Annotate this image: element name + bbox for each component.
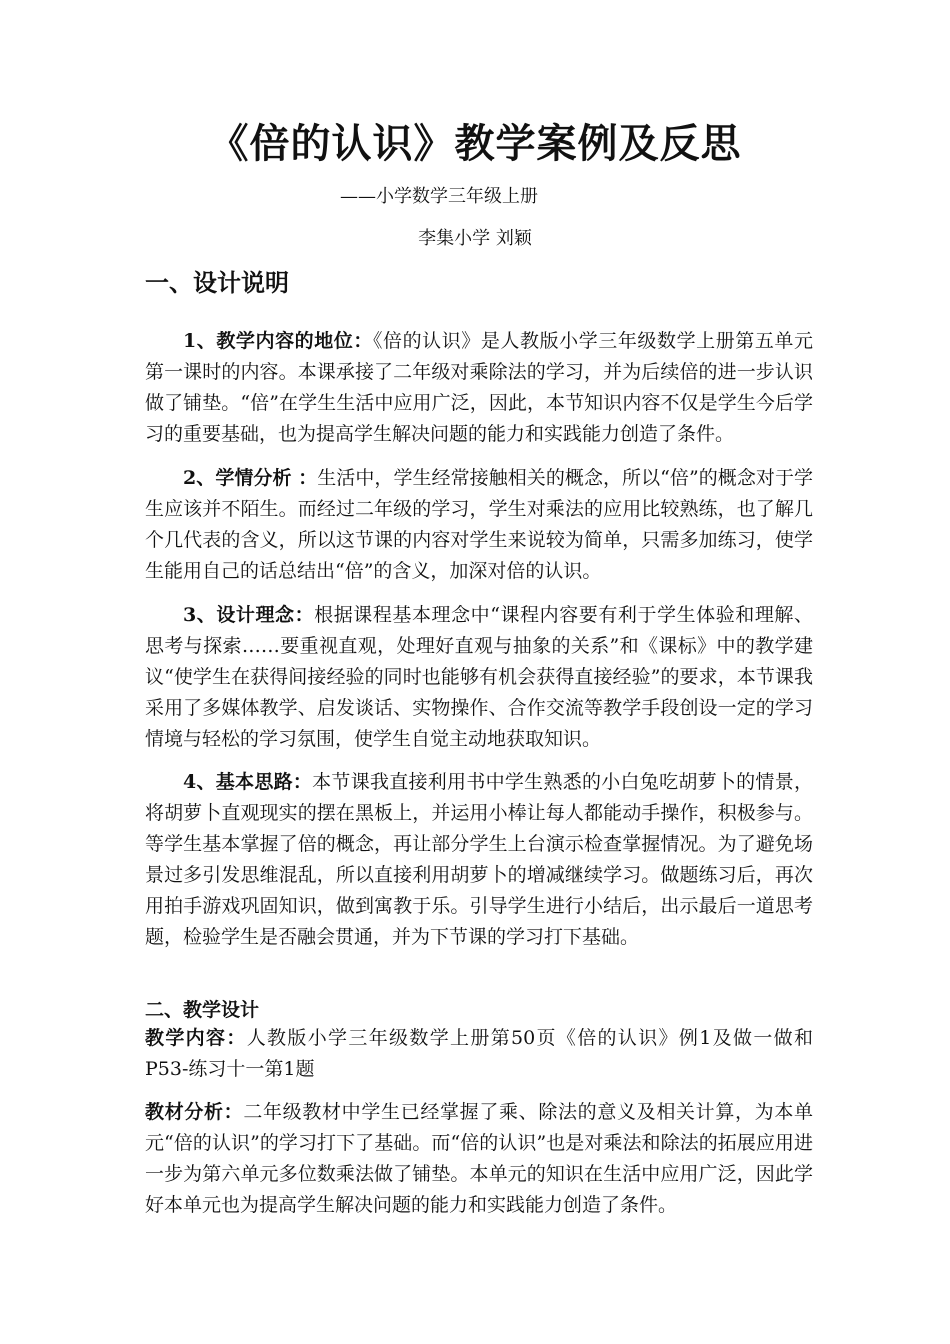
item-text: 《倍的认识》是人教版小学三年级数学上册第五单元第一课时的内容。本课承接了二年级对乘除法的学习，并为后续倍的进一步认识做了铺垫。“倍”在学生生活中应用广泛，因此，本节知识内容不仅是学生今后学习的重要基础，也为提高学生解决问题的能力和实践能力创造了条件。 <box>145 330 813 445</box>
section1-item-2 <box>145 463 813 587</box>
document-subtitle: ——小学数学三年级上册 <box>340 186 538 207</box>
section1-item-3 <box>145 600 813 755</box>
content-text: 人教版小学三年级数学上册第50页《倍的认识》例1及做一做和P53-练习十一第1题 <box>145 1027 813 1080</box>
item-text: 生活中，学生经常接触相关的概念，所以“倍”的概念对于学生应该并不陌生。而经过二年级的学习，学生对乘法的应用比较熟练，也了解几个几代表的含义，所以这节课的内容对学生来说较为简单，只需多加练习，使学生能用自己的话总结出“倍”的含义，加深对倍的认识。 <box>145 467 813 582</box>
section1-item-1 <box>145 326 813 450</box>
section2-heading: 二、教学设计 <box>145 999 260 1021</box>
document-author: 李集小学 刘颖 <box>418 228 532 249</box>
item-label: 2、学情分析 ： <box>183 467 318 489</box>
teaching-content <box>145 1023 813 1085</box>
section1-heading: 一、设计说明 <box>145 269 289 297</box>
material-analysis <box>145 1097 813 1221</box>
item-label: 1、教学内容的地位： <box>183 330 373 352</box>
content-label: 教学内容： <box>145 1027 247 1049</box>
analysis-label: 教材分析： <box>145 1101 244 1123</box>
item-text: 本节课我直接利用书中学生熟悉的小白兔吃胡萝卜的情景，将胡萝卜直观现实的摆在黑板上，并运用小棒让每人都能动手操作，积极参与。等学生基本掌握了倍的概念，再让部分学生上台演示检查掌握情况。为了避免场景过多引发思维混乱，所以直接利用胡萝卜的增减继续学习。做题练习后，再次用拍手游戏巩固知识，做到寓教于乐。引导学生进行小结后，出示最后一道思考题，检验学生是否融会贯通，并为下节课的学习打下基础。 <box>145 771 813 948</box>
analysis-text: 二年级教材中学生已经掌握了乘、除法的意义及相关计算，为本单元“倍的认识”的学习打下了基础。而“倍的认识”也是对乘法和除法的拓展应用进一步为第六单元多位数乘法做了铺垫。本单元的知识在生活中应用广泛，因此学好本单元也为提高学生解决问题的能力和实践能力创造了条件。 <box>145 1101 813 1216</box>
document-title: 《倍的认识》教学案例及反思 <box>208 120 742 167</box>
section1-item-4 <box>145 767 813 953</box>
item-text: 根据课程基本理念中“课程内容要有利于学生体验和理解、思考与探索……要重视直观，处理好直观与抽象的关系”和《课标》中的教学建议“使学生在获得间接经验的同时也能够有机会获得直接经验”的要求，本节课我采用了多媒体教学、启发谈话、实物操作、合作交流等教学手段创设一定的学习情境与轻松的学习氛围，使学生自觉主动地获取知识。 <box>145 604 813 750</box>
item-label: 4、基本思路： <box>183 771 313 793</box>
item-label: 3、设计理念： <box>183 604 315 626</box>
